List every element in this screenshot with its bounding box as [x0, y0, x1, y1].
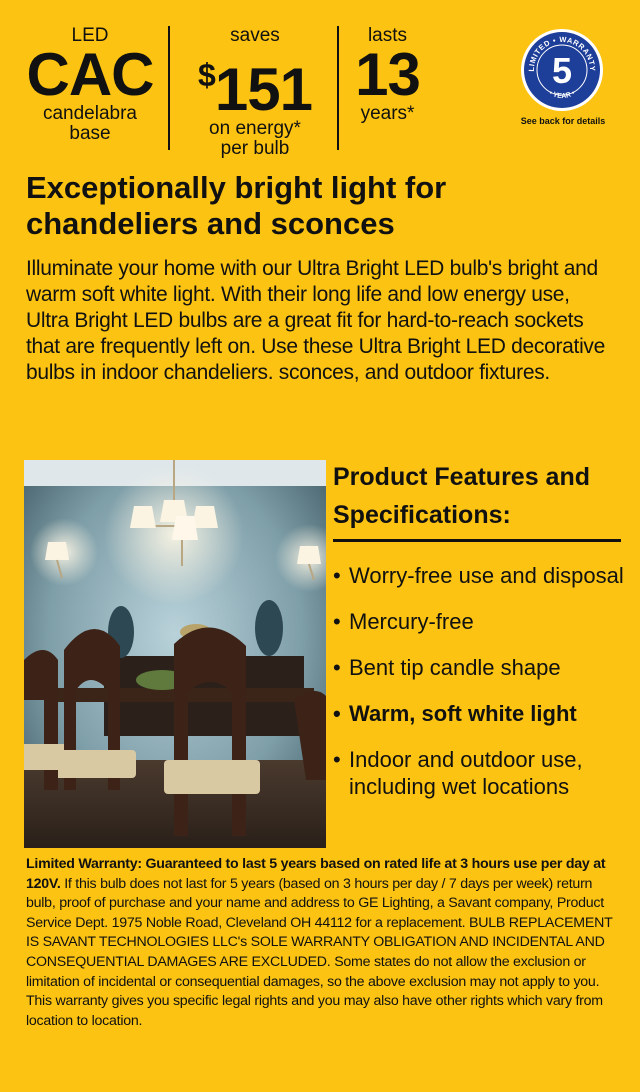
badge-arc-top: LIMITED • WARRANTY	[526, 34, 598, 72]
savings-label-line1: on energy*	[209, 118, 301, 139]
base-label-top: LED	[71, 25, 109, 46]
lifetime-label-line1: years*	[360, 103, 415, 124]
bullet-icon: •	[333, 655, 341, 680]
bullet-icon: •	[333, 563, 341, 588]
features-list	[333, 562, 633, 819]
bullet-icon: •	[333, 747, 341, 772]
feature-item	[333, 746, 633, 800]
feature-text: Warm, soft white light	[349, 701, 577, 726]
feature-text: Indoor and outdoor use, including wet locations	[349, 747, 583, 799]
lifetime-label-top: lasts	[367, 25, 408, 46]
base-label-line2: base	[69, 123, 111, 144]
warranty-badge	[520, 28, 604, 112]
warranty-body: If this bulb does not last for 5 years (based on 3 hours per day / 7 days per week) return bulb, proof of purchase and your name and address to GE Lighting, a Savant company, Product Service Dept. 1975 Noble Road, Cleveland OH 44112 for a replacement. BULB REPLACEMENT IS SAVANT TECHNOLOGIES LLC's SOLE WARRANTY OBLIGATION AND INCIDENTAL AND CONSEQUENTIAL DAMAGES ARE EXCLUDED. Some states do not allow the exclusion or limitation of incidental or consequential damages, so the above exclusion may not apply to you. This warranty gives you specific legal rights and you may also have other rights which vary from location to location.	[26, 875, 613, 1029]
badge-number: 5	[551, 50, 573, 91]
base-label-line1: candelabra	[42, 103, 138, 124]
base-type-stat	[20, 26, 160, 144]
badge-note: See back for details	[520, 116, 606, 126]
features-divider	[333, 539, 621, 542]
stat-divider	[168, 26, 170, 150]
feature-text: Bent tip candle shape	[349, 655, 561, 680]
stat-divider	[337, 26, 339, 150]
bullet-icon: •	[333, 609, 341, 634]
feature-item	[333, 654, 633, 681]
feature-item	[333, 608, 633, 635]
badge-arc-bottom: • YEAR •	[547, 89, 577, 101]
feature-item	[333, 562, 633, 589]
warranty-text	[26, 855, 618, 1031]
lifetime-years: 13	[355, 41, 420, 108]
savings-amount	[180, 46, 330, 123]
lifetime-stat	[345, 26, 430, 124]
stats-header	[0, 0, 640, 160]
savings-label-line2: per bulb	[220, 138, 290, 159]
features-title: Product Features and Specifications:	[333, 463, 590, 529]
feature-item	[333, 700, 633, 727]
bullet-icon: •	[333, 701, 341, 726]
savings-stat	[180, 26, 330, 159]
headline: Exceptionally bright light for chandeliers and sconces	[26, 170, 447, 241]
currency-symbol: $	[198, 57, 215, 93]
dining-room-photo	[24, 460, 326, 848]
warranty-lead: Limited Warranty: Guaranteed to last 5 years based on rated life at 3 hours use per day at 120V.	[26, 856, 606, 892]
savings-value: 151	[214, 56, 312, 123]
savings-label-top: saves	[230, 25, 280, 46]
intro-paragraph: Illuminate your home with our Ultra Bright LED bulb's bright and warm soft white light. With their long life and low energy use, Ultra Bright LED bulbs are a great fit for hard-to-reach sockets that are frequently left on. Use these Ultra Bright LED decorative bulbs in indoor chandeliers. sconces, and outdoor fixtures.	[26, 257, 606, 384]
base-code: CAC	[26, 41, 154, 108]
feature-text: Mercury-free	[349, 609, 474, 634]
feature-text: Worry-free use and disposal	[349, 563, 624, 588]
